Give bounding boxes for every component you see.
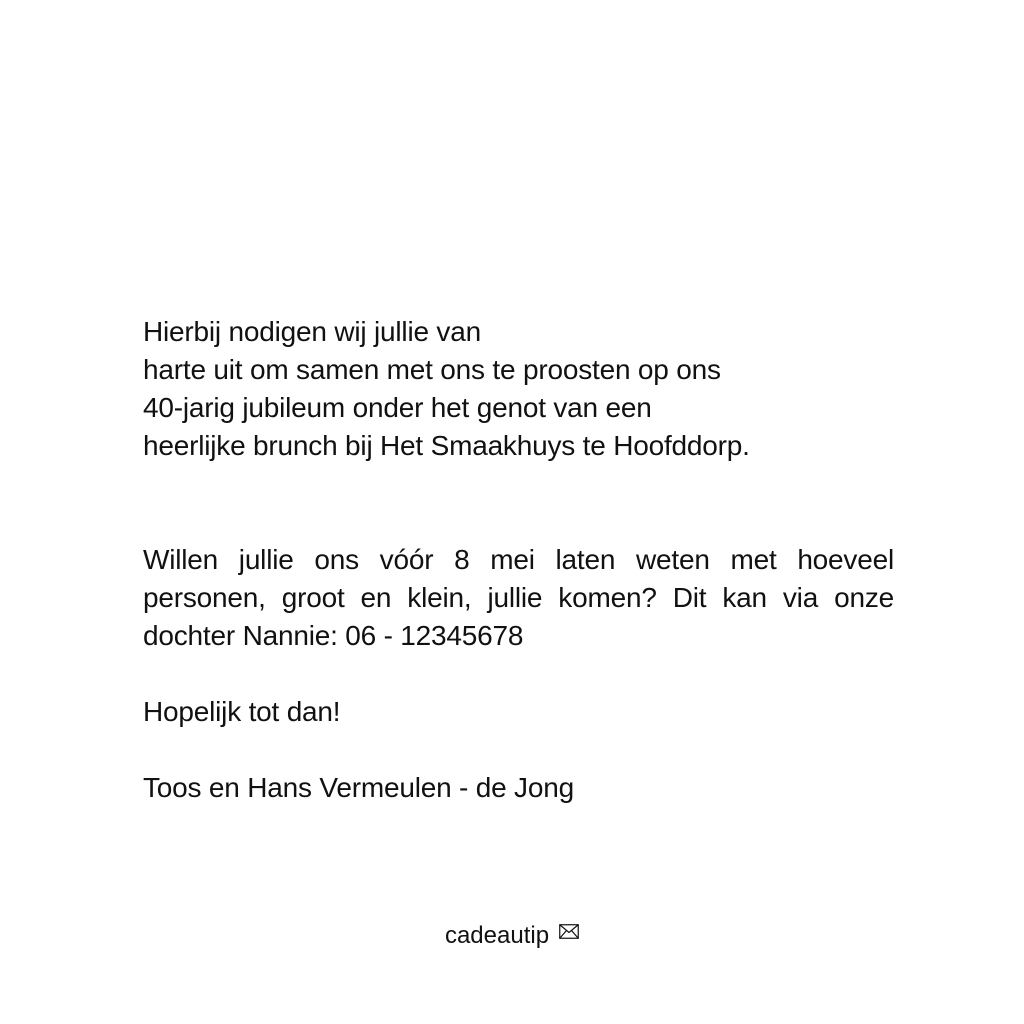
invitation-line: Hierbij nodigen wij jullie van xyxy=(143,316,481,347)
gift-tip-link[interactable] xyxy=(0,914,1024,954)
invitation-paragraph xyxy=(143,313,894,465)
envelope-icon xyxy=(559,914,579,950)
signature-text: Toos en Hans Vermeulen - de Jong xyxy=(143,772,574,803)
gift-tip-label: cadeautip xyxy=(444,922,550,949)
invitation-line: 40-jarig jubileum onder het genot van een xyxy=(143,392,652,423)
invitation-card xyxy=(143,313,894,807)
rsvp-paragraph: Willen jullie ons vóór 8 mei laten weten met hoeveel personen, groot en klein, jullie komen? Dit kan via onze dochter Nannie: 06 - 12345678 xyxy=(143,544,894,651)
invitation-line: harte uit om samen met ons te proosten op ons xyxy=(143,354,721,385)
closing-text: Hopelijk tot dan! xyxy=(143,696,341,727)
invitation-line: heerlijke brunch bij Het Smaakhuys te Hoofddorp. xyxy=(143,430,750,461)
